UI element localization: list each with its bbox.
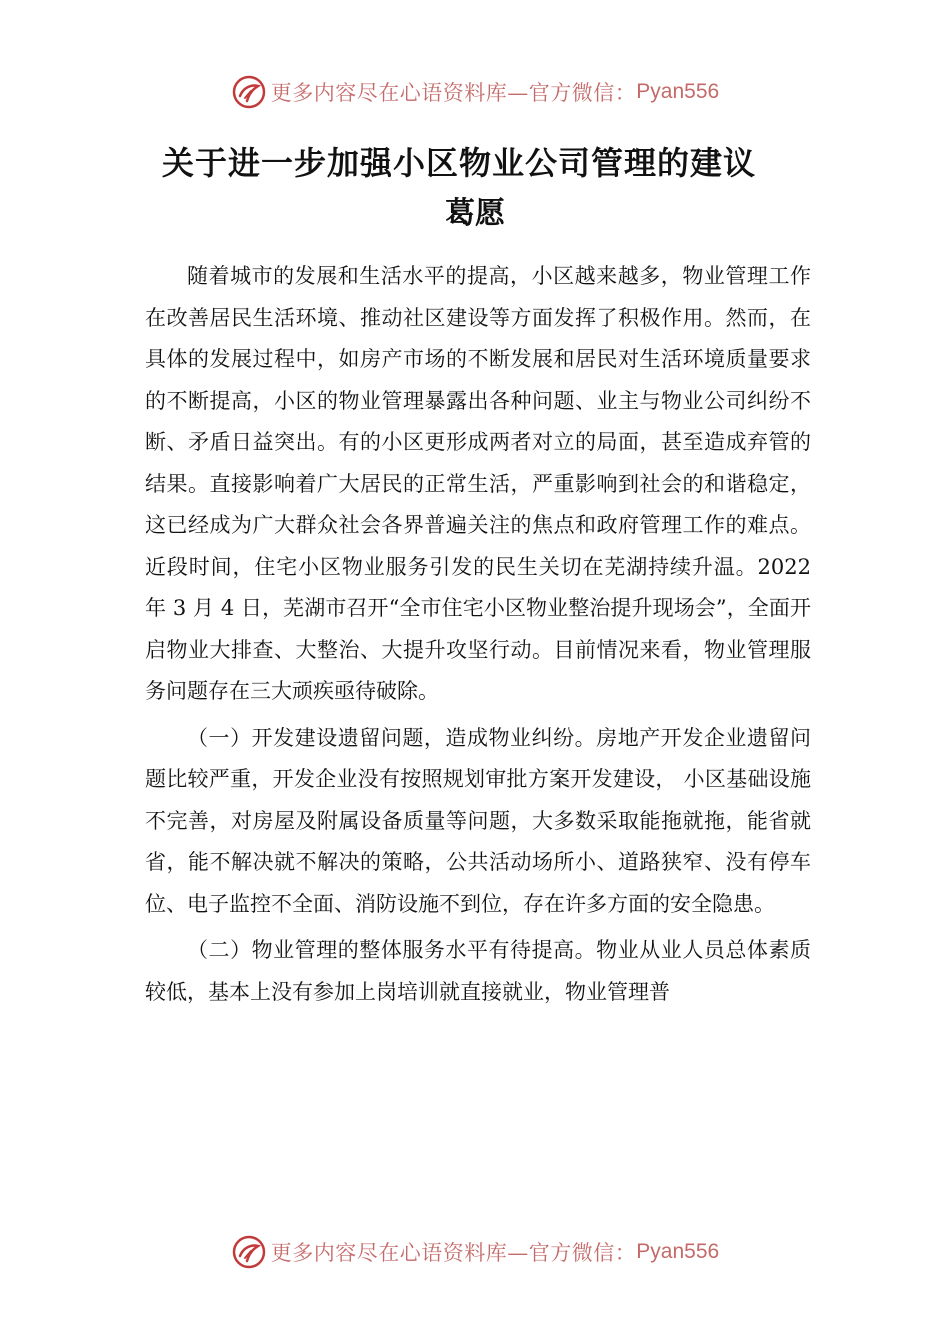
document-author: 葛愿 (445, 196, 505, 231)
logo-icon (231, 1234, 267, 1270)
watermark-text: 更多内容尽在心语资料库—官方微信： (270, 81, 637, 105)
watermark-header (0, 72, 950, 112)
watermark-wechat-id: Pyan556 (636, 80, 720, 103)
watermark-wechat-id: Pyan556 (636, 1240, 720, 1263)
watermark-footer (0, 1232, 950, 1272)
document-body (145, 256, 811, 1018)
logo-icon (231, 74, 267, 110)
paragraph-issue-1: （一）开发建设遗留问题，造成物业纠纷。房地产开发企业遗留问题比较严重，开发企业没有按照规划审批方案开发建设， 小区基础设施不完善，对房屋及附属设备质量等问题，大多数采取能拖就拖，能省就省，能不解决就不解决的策略，公共活动场所小、道路狭窄、没有停车位、电子监控不全面、消防设施不到位，存在许多方面的安全隐患。 (145, 725, 811, 916)
watermark-text: 更多内容尽在心语资料库—官方微信： (270, 1241, 637, 1265)
paragraph-issue-2: （二）物业管理的整体服务水平有待提高。物业从业人员总体素质较低，基本上没有参加上岗培训就直接就业，物业管理普 (145, 938, 811, 1004)
paragraph-intro: 随着城市的发展和生活水平的提高，小区越来越多，物业管理工作在改善居民生活环境、推动社区建设等方面发挥了积极作用。然而，在具体的发展过程中，如房产市场的不断发展和居民对生活环境质量要求的不断提高，小区的物业管理暴露出各种问题、业主与物业公司纠纷不断、矛盾日益突出。有的小区更形成两者对立的局面，甚至造成弃管的结果。直接影响着广大居民的正常生活，严重影响到社会的和谐稳定，这已经成为广大群众社会各界普遍关注的焦点和政府管理工作的难点。近段时间，住宅小区物业服务引发的民生关切在芜湖持续升温。2022 年 3 月 4 日，芜湖市召开“全市住宅小区物业整治提升现场会”，全面开启物业大排查、大整治、大提升攻坚行动。目前情况来看，物业管理服务问题存在三大顽疾亟待破除。 (145, 264, 811, 703)
document-title: 关于进一步加强小区物业公司管理的建议 (161, 144, 756, 182)
